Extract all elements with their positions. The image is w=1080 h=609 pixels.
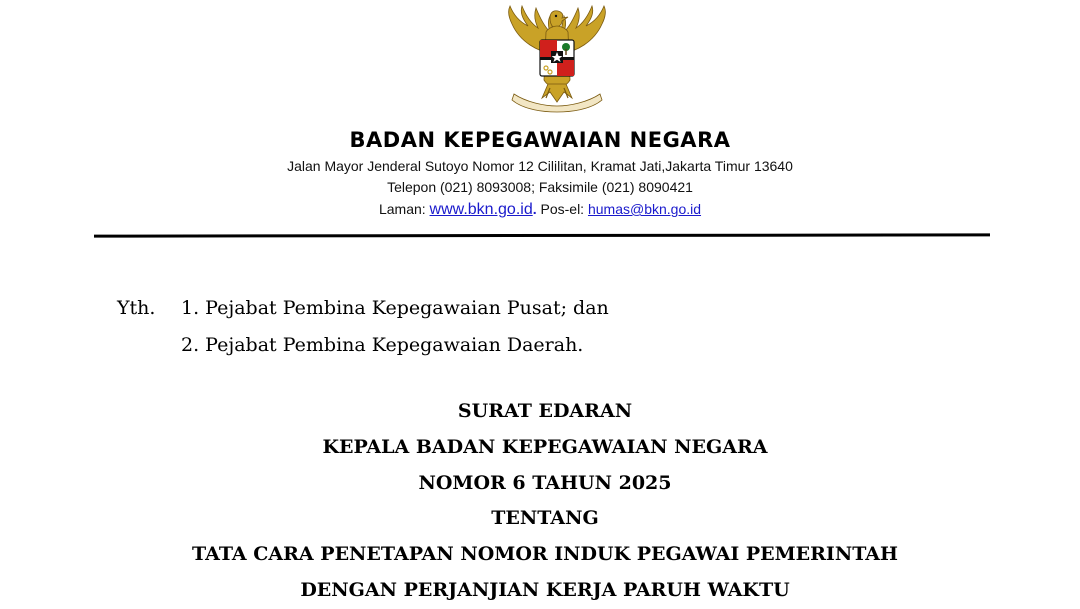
recipient-item: 2. Pejabat Pembina Kepegawaian Daerah. — [181, 334, 584, 356]
email-label: Pos-el: — [540, 201, 585, 217]
document-title — [0, 394, 1080, 609]
recipients-label: Yth. — [117, 297, 156, 319]
web-label: Laman: — [378, 201, 426, 217]
garuda-emblem-graphic — [498, 2, 616, 116]
title-line-subject-2: DENGAN PERJANJIAN KERJA PARUH WAKTU — [300, 578, 790, 601]
website-link[interactable]: www.bkn.go.id — [429, 201, 533, 218]
contact-line — [0, 201, 1080, 219]
address-line: Jalan Mayor Jenderal Sutoyo Nomor 12 Cililitan, Kramat Jati,Jakarta Timur 13640 — [287, 158, 793, 174]
web-suffix: . — [532, 201, 537, 217]
phone-fax-line: Telepon (021) 8093008; Faksimile (021) 8090421 — [387, 179, 693, 195]
letterhead-divider — [94, 233, 990, 237]
title-line-tentang: TENTANG — [491, 507, 599, 530]
title-line-subject-1: TATA CARA PENETAPAN NOMOR INDUK PEGAWAI PEMERINTAH — [192, 543, 898, 566]
title-line-number: NOMOR 6 TAHUN 2025 — [418, 471, 672, 494]
organization-name: BADAN KEPEGAWAIAN NEGARA — [349, 128, 731, 152]
title-line-issuer: KEPALA BADAN KEPEGAWAIAN NEGARA — [322, 435, 768, 458]
garuda-emblem-icon — [498, 2, 616, 116]
recipient-item: 1. Pejabat Pembina Kepegawaian Pusat; dan — [181, 297, 609, 319]
email-link[interactable]: humas@bkn.go.id — [587, 201, 702, 217]
title-line-surat-edaran: SURAT EDARAN — [457, 400, 633, 422]
